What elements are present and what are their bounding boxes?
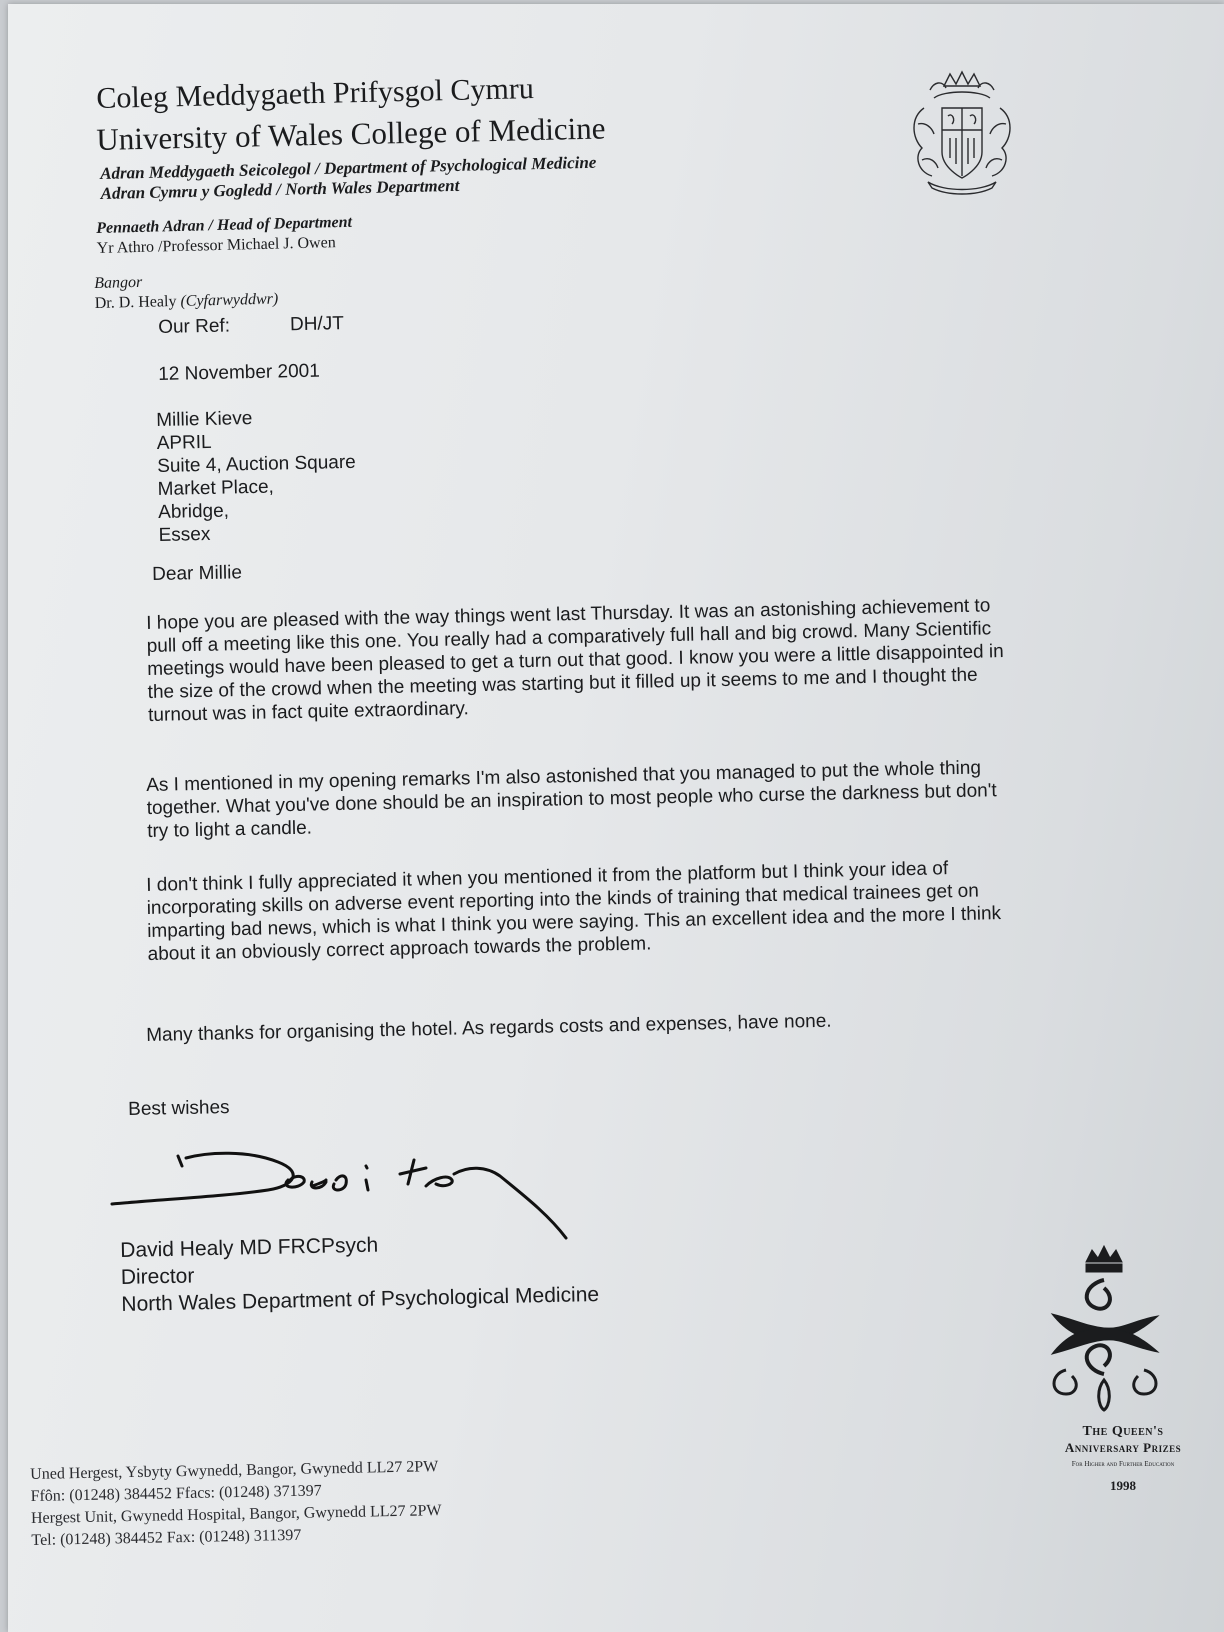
closing: Best wishes	[128, 1097, 230, 1120]
footer-address	[30, 1456, 442, 1552]
footer-line: Ffôn: (01248) 384452 Ffacs: (01248) 371397	[30, 1482, 322, 1505]
body-paragraph: As I mentioned in my opening remarks I'm also astonished that you managed to put the whole thing together. What you've done should be an inspiration to most people who curse the darkness but don't try to light a candle.	[146, 757, 997, 842]
award-year: 1998	[1110, 1478, 1136, 1493]
footer-line: Tel: (01248) 384452 Fax: (01248) 311397	[31, 1526, 302, 1549]
letter-page	[8, 4, 1224, 1632]
reference-line	[158, 313, 344, 339]
body-paragraph: I don't think I fully appreciated it when you mentioned it from the platform but I think your idea of incorporating skills on adverse event reporting into the kinds of training that medical trainees get on imparting bad news, which is what I think you were saying. This an excellent idea and the more I think about it an obviously correct approach towards the problem.	[146, 858, 1002, 965]
address-line: Millie Kieve	[156, 407, 253, 431]
address-line: Market Place,	[157, 476, 275, 500]
signature-block	[120, 1227, 599, 1318]
university-crest-icon	[904, 68, 1020, 198]
head-of-department	[96, 213, 353, 259]
welsh-college-name: Coleg Meddygaeth Prifysgol Cymru	[96, 72, 535, 115]
queens-anniversary-prize	[1028, 1424, 1218, 1494]
signatory-department: North Wales Department of Psychological Medicine	[121, 1282, 600, 1316]
award-line-1: The Queen's	[1082, 1424, 1164, 1439]
address-line: APRIL	[156, 431, 212, 454]
crown-knot-logo-icon	[1046, 1244, 1164, 1414]
salutation: Dear Millie	[152, 562, 243, 585]
reference-value: DH/JT	[289, 313, 345, 336]
body-paragraph: Many thanks for organising the hotel. As regards costs and expenses, have none.	[146, 1010, 832, 1046]
director-title: (Cyfarwyddwr)	[180, 290, 279, 310]
department-line-2: Adran Cymru y Gogledd / North Wales Department	[100, 175, 460, 203]
reference-label: Our Ref:	[158, 315, 231, 338]
footer-line: Hergest Unit, Gwynedd Hospital, Bangor, Gwynedd LL27 2PW	[30, 1502, 442, 1527]
director-line	[94, 290, 278, 314]
signatory-name: David Healy MD FRCPsych	[120, 1233, 379, 1262]
award-line-3: For Higher and Further Education	[1071, 1460, 1175, 1468]
body-paragraph: I hope you are pleased with the way things went last Thursday. It was an astonishing achievement to pull off a meeting like this one. You really had a comparatively full hall and big crowd. Many Scientific meetings would have been pleased to get a turn out that good. I know you were a little disappointed in the size of the crowd when the meeting was starting but it filled up it seems to me and I thought the turnout was in fact quite extraordinary.	[146, 595, 1004, 726]
director-name: Dr. D. Healy	[94, 292, 177, 312]
director-block	[94, 270, 278, 314]
award-line-2: Anniversary Prizes	[1064, 1440, 1182, 1455]
head-name: Yr Athro /Professor Michael J. Owen	[96, 234, 336, 257]
letter-date: 12 November 2001	[158, 360, 321, 385]
department-line-1: Adran Meddygaeth Seicolegol / Department of Psychological Medicine	[100, 152, 597, 183]
signatory-title: Director	[120, 1264, 195, 1289]
address-line: Abridge,	[157, 500, 230, 523]
recipient-address	[156, 405, 357, 547]
department-lines	[100, 153, 597, 204]
footer-line: Uned Hergest, Ysbyty Gwynedd, Bangor, Gwynedd LL27 2PW	[30, 1458, 439, 1483]
address-line: Essex	[158, 523, 211, 546]
head-title: Pennaeth Adran / Head of Department	[96, 213, 353, 237]
address-line: Suite 4, Auction Square	[156, 451, 356, 477]
location: Bangor	[94, 273, 143, 292]
english-college-name: University of Wales College of Medicine	[96, 110, 606, 157]
